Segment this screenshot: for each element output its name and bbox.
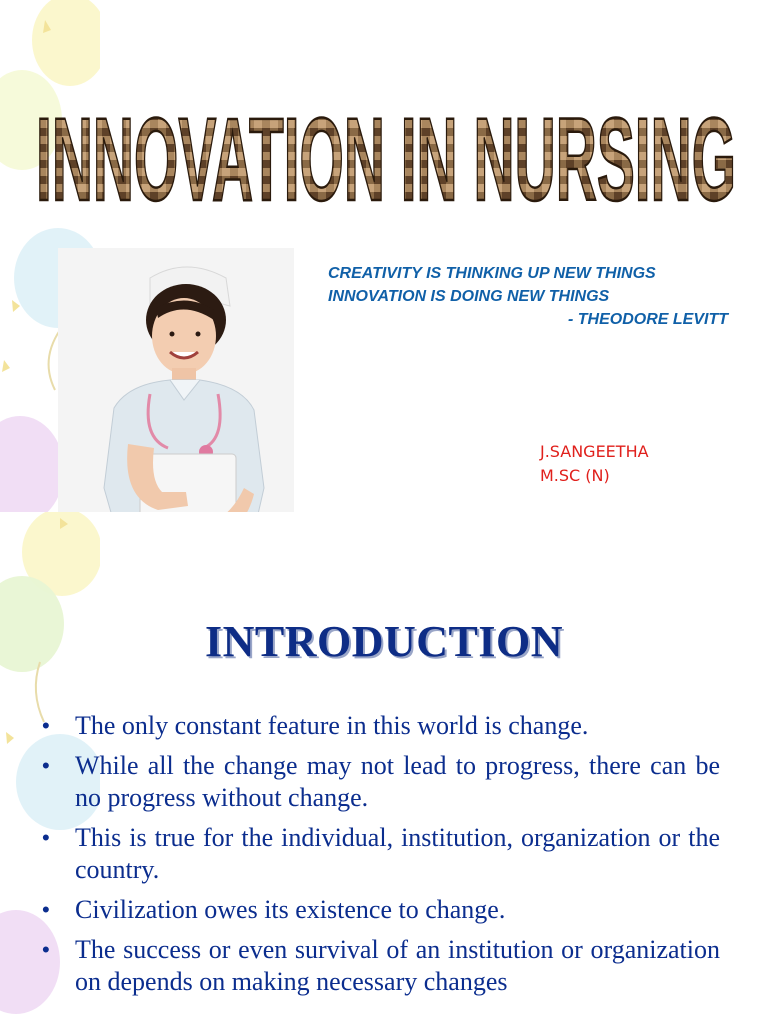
slide-title-heading xyxy=(30,72,742,217)
nurse-photo xyxy=(58,248,294,512)
bullet-item xyxy=(40,934,720,998)
presenter-name: J.SANGEETHA xyxy=(540,442,649,461)
bullet-icon: • xyxy=(42,713,50,738)
bullet-icon: • xyxy=(42,897,50,922)
intro-bullet-list xyxy=(40,710,720,1006)
presenter-degree: M.SC (N) xyxy=(540,466,610,485)
bullet-text: This is true for the individual, institution, organization or the country. xyxy=(75,823,720,884)
presenter-info xyxy=(540,440,649,488)
intro-heading: INTRODUCTION xyxy=(204,617,564,666)
bullet-item xyxy=(40,894,720,926)
slide-introduction xyxy=(0,512,768,1024)
bullet-text: The success or even survival of an institution or organization on depends on making necessary changes xyxy=(75,935,720,996)
quote-line-2: INNOVATION IS DOING NEW THINGS xyxy=(328,288,610,305)
quote-author: - THEODORE LEVITT xyxy=(568,311,728,328)
bullet-icon: • xyxy=(42,753,50,778)
bullet-item xyxy=(40,822,720,886)
quote-block xyxy=(328,262,738,331)
bullet-item xyxy=(40,710,720,742)
bullet-icon: • xyxy=(42,937,50,962)
bullet-icon: • xyxy=(42,825,50,850)
nurse-illustration xyxy=(58,248,294,512)
quote-line-1: CREATIVITY IS THINKING UP NEW THINGS xyxy=(328,265,656,282)
bullet-text: Civilization owes its existence to change. xyxy=(75,895,506,924)
bullet-text: The only constant feature in this world is change. xyxy=(75,711,589,740)
bullet-item xyxy=(40,750,720,814)
bullet-text: While all the change may not lead to progress, there can be no progress without change. xyxy=(75,751,720,812)
title-text: INNOVATION IN NURSING xyxy=(36,94,736,217)
